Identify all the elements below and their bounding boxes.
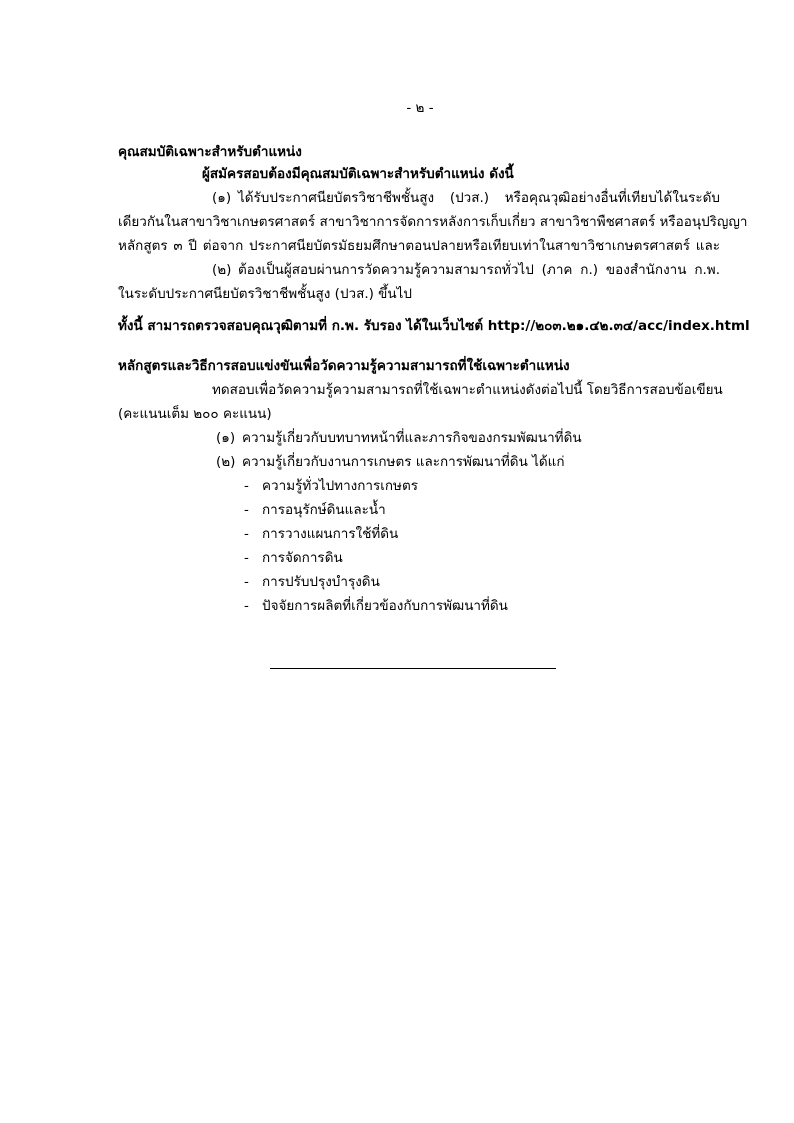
curriculum-subitem: [244, 572, 380, 592]
bullet-dash: -: [244, 550, 249, 566]
curriculum-item-1: [216, 428, 582, 448]
bullet-dash: -: [244, 574, 249, 590]
curriculum-subitem: [244, 596, 508, 616]
curriculum-heading: หลักสูตรและวิธีการสอบแข่งขันเพื่อวัดความรู้ความสามารถที่ใช้เฉพาะตำแหน่ง: [118, 358, 570, 374]
bullet-dash: -: [244, 526, 249, 542]
closing-rule: [270, 668, 556, 669]
subitem-text: การวางแผนการใช้ที่ดิน: [262, 526, 399, 542]
curriculum-subitem: [244, 548, 343, 568]
bullet-dash: -: [244, 598, 249, 614]
subitem-text: การปรับปรุงบำรุงดิน: [262, 574, 380, 590]
item-number: (๑): [212, 190, 232, 206]
subitem-text: การจัดการดิน: [262, 550, 343, 566]
curriculum-subitem: [244, 476, 418, 496]
subitem-text: การอนุรักษ์ดินและน้ำ: [262, 502, 386, 518]
curriculum-subitem: [244, 500, 386, 520]
curriculum-item-2: [216, 452, 565, 472]
item-text: ความรู้เกี่ยวกับบทบาทหน้าที่และภารกิจของกรมพัฒนาที่ดิน: [242, 430, 582, 446]
subitem-text: ความรู้ทั่วไปทางการเกษตร: [262, 478, 418, 494]
curriculum-subitem: [244, 524, 398, 544]
item-number: (๒): [212, 262, 232, 278]
item-number: (๒): [216, 454, 236, 470]
curriculum-intro-line-2: (คะแนนเต็ม ๒๐๐ คะแนน): [118, 406, 272, 422]
qualification-item-1-line-3: หลักสูตร ๓ ปี ต่อจาก ประกาศนียบัตรมัธยมศึกษาตอนปลายหรือเทียบเท่าในสาขาวิชาเกษตรศาสตร์ และ: [118, 238, 720, 254]
bullet-dash: -: [244, 502, 249, 518]
bullet-dash: -: [244, 478, 249, 494]
curriculum-intro-line-1: ทดสอบเพื่อวัดความรู้ความสามารถที่ใช้เฉพาะตำแหน่งดังต่อไปนี้ โดยวิธีการสอบข้อเขียน: [212, 382, 723, 398]
qualification-item-1-line-2: เดียวกันในสาขาวิชาเกษตรศาสตร์ สาขาวิชาการจัดการหลังการเก็บเกี่ยว สาขาวิชาพืชศาสตร์ หรืออนุปริญญา: [118, 214, 748, 230]
item-text: ได้รับประกาศนียบัตรวิชาชีพชั้นสูง (ปวส.) หรือคุณวุฒิอย่างอื่นที่เทียบได้ในระดับ: [238, 190, 720, 206]
subitem-text: ปัจจัยการผลิตที่เกี่ยวข้องกับการพัฒนาที่ดิน: [262, 598, 508, 614]
qualification-item-2-line-1: [212, 260, 720, 280]
qualifications-subheading: ผู้สมัครสอบต้องมีคุณสมบัติเฉพาะสำหรับตำแหน่ง ดังนี้: [202, 166, 514, 182]
verify-note: ทั้งนี้ สามารถตรวจสอบคุณวุฒิตามที่ ก.พ. รับรอง ได้ในเว็บไซต์ http://๒๐๓.๒๑.๔๒.๓๔/acc/index.html: [118, 318, 750, 334]
page-number: - ๒ -: [406, 100, 434, 116]
item-number: (๑): [216, 430, 236, 446]
item-text: ต้องเป็นผู้สอบผ่านการวัดความรู้ความสามารถทั่วไป (ภาค ก.) ของสำนักงาน ก.พ.: [238, 262, 720, 278]
qualifications-heading: คุณสมบัติเฉพาะสำหรับตำแหน่ง: [118, 144, 302, 160]
item-text: ความรู้เกี่ยวกับงานการเกษตร และการพัฒนาที่ดิน ได้แก่: [242, 454, 565, 470]
qualification-item-1-line-1: [212, 188, 720, 208]
qualification-item-2-line-2: ในระดับประกาศนียบัตรวิชาชีพชั้นสูง (ปวส.) ขึ้นไป: [118, 286, 413, 302]
